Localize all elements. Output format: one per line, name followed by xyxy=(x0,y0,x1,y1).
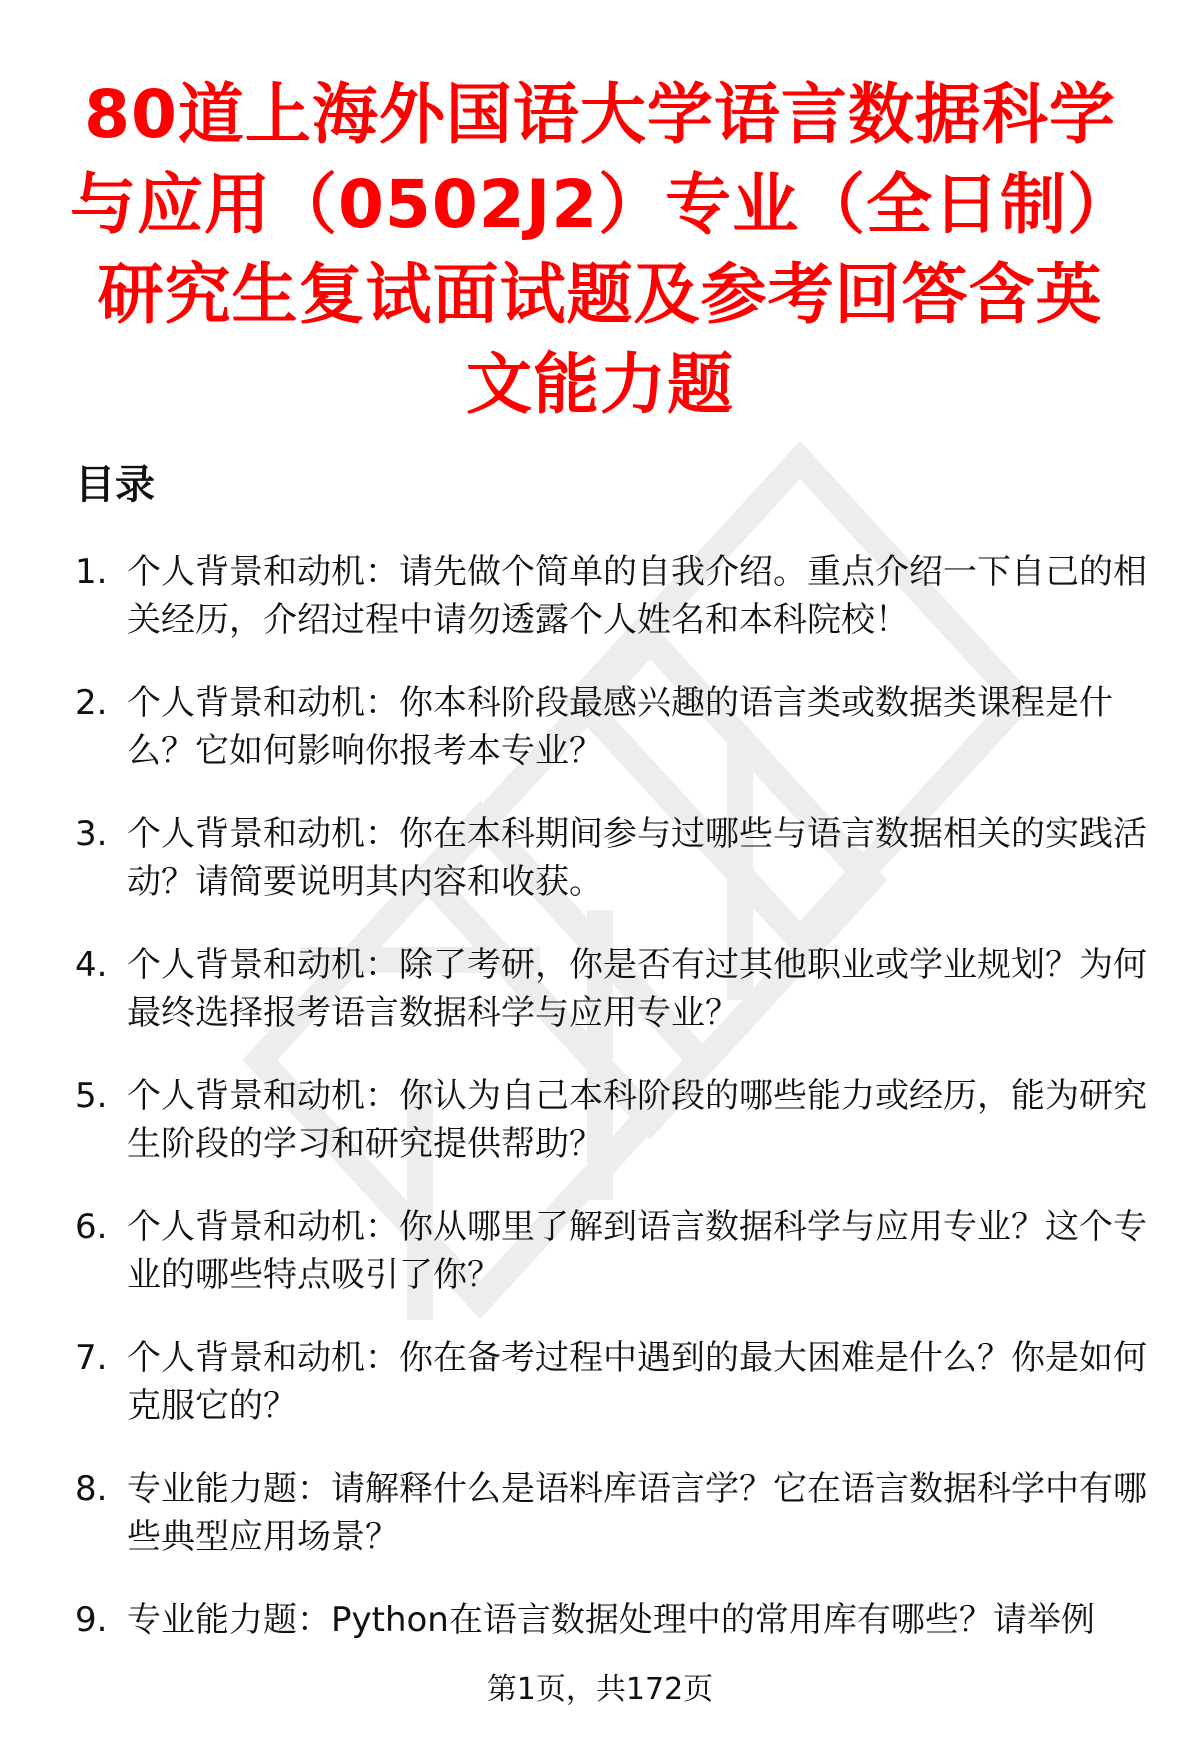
toc-item-number: 5. xyxy=(75,1076,108,1116)
toc-item-number: 2. xyxy=(75,683,108,723)
title-line-4: 文能力题 xyxy=(466,346,734,423)
title-line-2: 与应用（0502J2）专业（全日制） xyxy=(70,166,1135,243)
toc-item-text: 专业能力题：请解释什么是语料库语言学？它在语言数据科学中有哪些典型应用场景？ xyxy=(127,1469,1147,1557)
toc-item-number: 9. xyxy=(75,1600,108,1640)
toc-item-text: 个人背景和动机：你认为自己本科阶段的哪些能力或经历，能为研究生阶段的学习和研究提供帮助？ xyxy=(127,1076,1147,1164)
toc-item[interactable] xyxy=(75,1072,1155,1168)
toc-item[interactable] xyxy=(75,1203,1155,1299)
toc-item[interactable] xyxy=(75,1596,1155,1644)
page-indicator: 第1页，共172页 xyxy=(486,1672,714,1707)
toc-item-number: 4. xyxy=(75,945,108,985)
toc-item[interactable] xyxy=(75,1334,1155,1430)
toc-list xyxy=(75,548,1155,1679)
toc-heading: 目录 xyxy=(75,462,155,508)
toc-item[interactable] xyxy=(75,679,1155,775)
toc-item-text: 个人背景和动机：请先做个简单的自我介绍。重点介绍一下自己的相关经历，介绍过程中请勿透露个人姓名和本科院校！ xyxy=(127,552,1147,640)
toc-item[interactable] xyxy=(75,1465,1155,1561)
toc-item-number: 3. xyxy=(75,814,108,854)
document-title xyxy=(70,70,1135,430)
title-line-3: 研究生复试面试题及参考回答含英 xyxy=(97,256,1103,333)
toc-item-text: 个人背景和动机：你本科阶段最感兴趣的语言类或数据类课程是什么？它如何影响你报考本专业？ xyxy=(127,683,1113,771)
toc-item-text: 个人背景和动机：你在备考过程中遇到的最大困难是什么？你是如何克服它的？ xyxy=(127,1338,1147,1426)
toc-item-text: 个人背景和动机：除了考研，你是否有过其他职业或学业规划？为何最终选择报考语言数据科学与应用专业？ xyxy=(127,945,1147,1033)
toc-item-text: 个人背景和动机：你从哪里了解到语言数据科学与应用专业？这个专业的哪些特点吸引了你？ xyxy=(127,1207,1147,1295)
toc-item-number: 6. xyxy=(75,1207,108,1247)
toc-item[interactable] xyxy=(75,548,1155,644)
toc-item-number: 1. xyxy=(75,552,108,592)
toc-item[interactable] xyxy=(75,941,1155,1037)
toc-item-text: 个人背景和动机：你在本科期间参与过哪些与语言数据相关的实践活动？请简要说明其内容和收获。 xyxy=(127,814,1147,902)
toc-item-number: 7. xyxy=(75,1338,108,1378)
toc-item[interactable] xyxy=(75,810,1155,906)
title-line-1: 80道上海外国语大学语言数据科学 xyxy=(84,76,1116,153)
toc-item-text: 专业能力题：Python在语言数据处理中的常用库有哪些？请举例 xyxy=(127,1600,1095,1640)
toc-item-number: 8. xyxy=(75,1469,108,1509)
